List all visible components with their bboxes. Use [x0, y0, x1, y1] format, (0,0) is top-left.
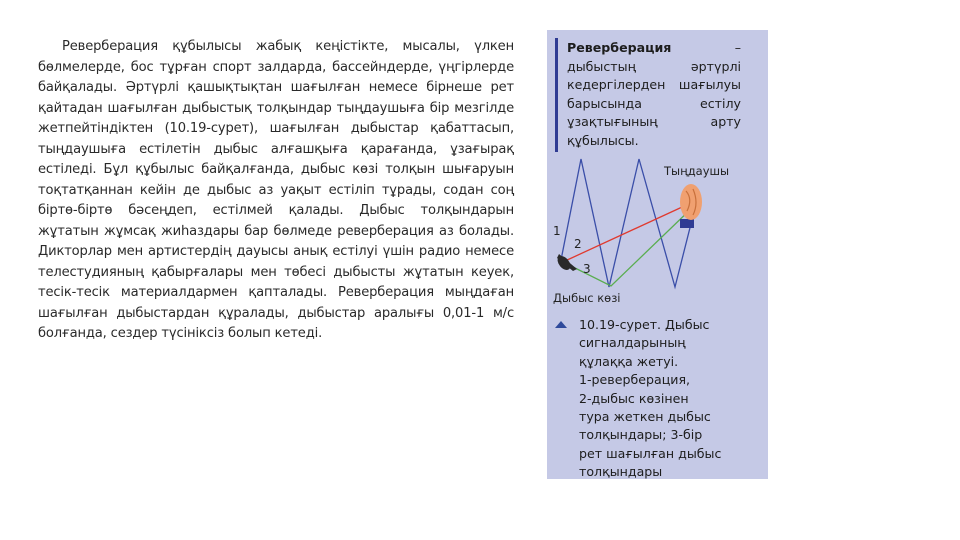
- figure-caption: [555, 316, 755, 482]
- definition-term: Реверберация: [567, 40, 672, 55]
- definition-body: – дыбыстың әртүрлі кедергілерден шағылуы барысында естілу ұзақтығының арту құбылысы.: [567, 40, 741, 148]
- main-paragraph: Реверберация құбылысы жабық кеңістікте, мысалы, үлкен бөлмелерде, бос тұрған спорт залдарда, бассейндерде, үңгірлерде байқалады. Әртүрлі қашықтықтан шағылған немесе бірнеше рет қайтадан шағылған дыбыстық толқындар тыңдаушыға бір мезгілде жетпейтіндіктен (10.19-сурет), шағылған дыбыстар қабаттасып, тыңдаушыға естілетін дыбыс алғашқыға қарағанда, ұзағырақ естіледі. Бұл құбылыс байқалғанда, дыбыс көзі толқын шығаруын тоқтатқаннан кейін де дыбыс аз уақыт естіліп тұрады, содан соң біртө-біртө бәсеңдеп, естілмей қалады. Дыбыс толқындарын жұтатын жұмсақ жиһаздары бар бөлмеде реверберация аз болады. Дикторлар мен артистердің дауысы анық естілуі үшін радио немесе телестудияның қабырғалары мен төбесі дыбысты жұтатын кеуек, тесік-тесік материалдармен қапталады. Реверберация мыңдаған шағылған дыбыстардан құралады, дыбыстар аралығы 0,01-1 м/с болғанда, сездер түсініксіз болып кетеді.: [38, 39, 514, 341]
- path-label-2: 2: [574, 237, 582, 251]
- definition-box: [555, 38, 741, 152]
- direct-path: [565, 202, 693, 261]
- listener-icon: [680, 184, 702, 228]
- path-label-1: 1: [553, 224, 561, 238]
- reverberation-diagram: [547, 155, 768, 310]
- listener-label: Тыңдаушы: [664, 164, 730, 178]
- sidebar-panel: [547, 30, 768, 479]
- triangle-up-icon: [555, 321, 567, 328]
- path-label-3: 3: [583, 262, 591, 276]
- caption-text: 10.19-сурет. Дыбыс сигналдарының құлаққа жетуі. 1-реверберация, 2-дыбыс көзінен тура жеткен дыбыс толқындары; 3-бір рет шағылған дыбыс толқындары: [579, 317, 722, 480]
- source-label: Дыбыс көзі: [553, 291, 621, 305]
